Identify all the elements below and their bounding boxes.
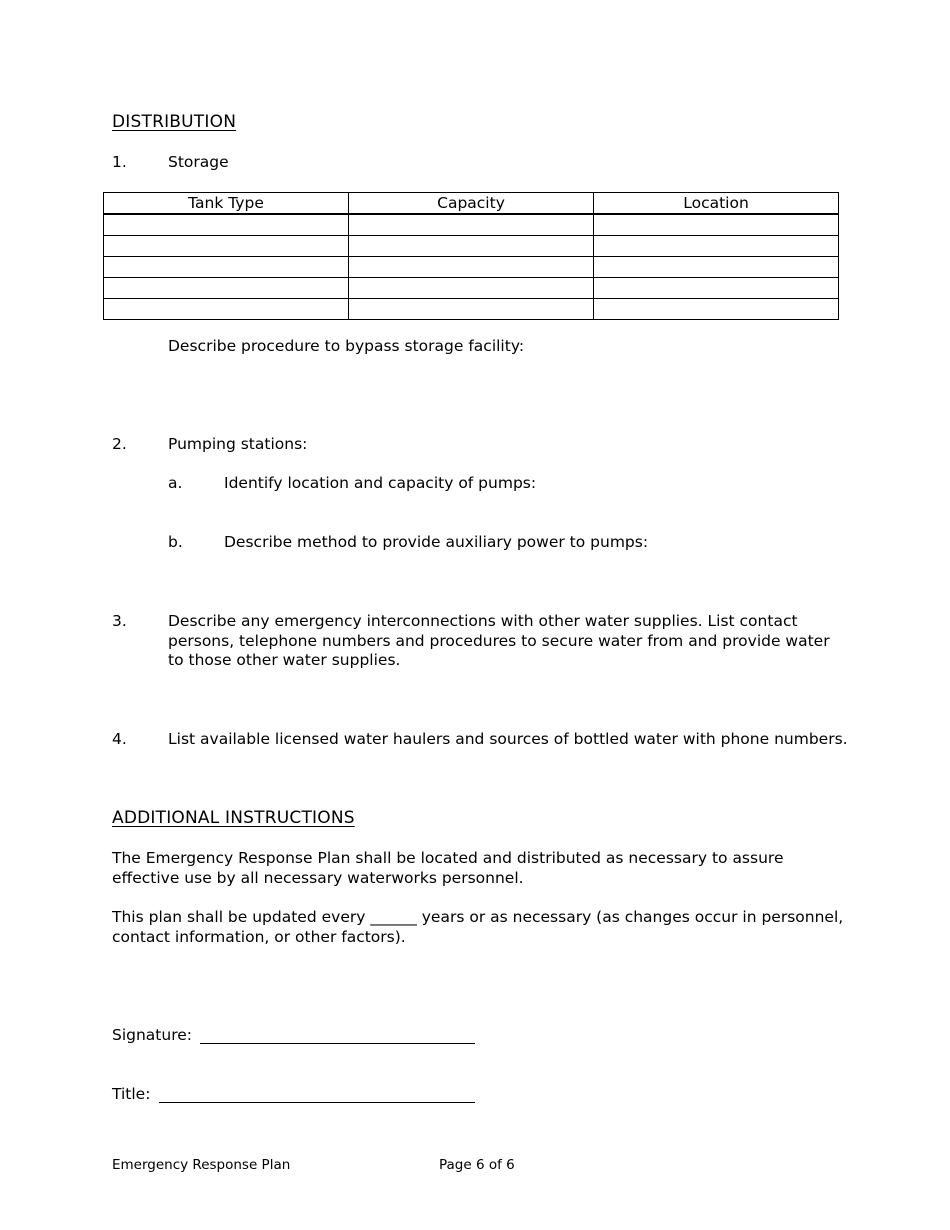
table-cell[interactable] <box>594 214 839 236</box>
haulers-text: List available licensed water haulers and sources of bottled water with phone numbers. <box>168 730 848 748</box>
additional-para-update: This plan shall be updated every ______ years or as necessary (as changes occur in personnel, contact information, or other factors). <box>112 908 844 946</box>
additional-para-distribution: The Emergency Response Plan shall be located and distributed as necessary to assure effective use by all necessary waterworks personnel. <box>112 849 784 887</box>
table-cell[interactable] <box>104 236 349 257</box>
pumping-b-marker: b. <box>168 533 183 551</box>
interconnections-text: Describe any emergency interconnections with other water supplies. List contact persons, telephone numbers and procedures to secure water from and provide water to those other water supplies. <box>168 612 830 669</box>
pumping-a-text: Identify location and capacity of pumps: <box>224 474 537 492</box>
table-row <box>104 214 839 236</box>
bypass-storage-prompt: Describe procedure to bypass storage facility: <box>168 337 525 355</box>
footer-document-title: Emergency Response Plan <box>112 1157 291 1173</box>
title-line[interactable] <box>159 1102 475 1103</box>
storage-table <box>103 192 839 320</box>
table-header-row <box>104 193 839 215</box>
additional-instructions-heading: ADDITIONAL INSTRUCTIONS <box>112 808 355 828</box>
table-cell[interactable] <box>349 257 594 278</box>
signature-line[interactable] <box>200 1043 475 1044</box>
table-cell[interactable] <box>104 257 349 278</box>
table-cell[interactable] <box>104 299 349 320</box>
column-header-capacity: Capacity <box>349 193 594 215</box>
column-header-location: Location <box>594 193 839 215</box>
table-cell[interactable] <box>104 214 349 236</box>
table-row <box>104 257 839 278</box>
table-cell[interactable] <box>594 278 839 299</box>
table-row <box>104 278 839 299</box>
haulers-number: 4. <box>112 730 127 748</box>
interconnections-number: 3. <box>112 612 127 630</box>
pumping-number: 2. <box>112 435 127 453</box>
table-cell[interactable] <box>349 236 594 257</box>
pumping-a-marker: a. <box>168 474 183 492</box>
table-cell[interactable] <box>594 299 839 320</box>
title-label: Title: <box>112 1085 151 1103</box>
signature-label: Signature: <box>112 1026 192 1044</box>
table-cell[interactable] <box>349 299 594 320</box>
table-cell[interactable] <box>594 257 839 278</box>
footer-page-number: Page 6 of 6 <box>439 1157 515 1173</box>
table-cell[interactable] <box>349 214 594 236</box>
pumping-b-text: Describe method to provide auxiliary power to pumps: <box>224 533 649 551</box>
table-cell[interactable] <box>349 278 594 299</box>
pumping-label: Pumping stations: <box>168 435 308 453</box>
table-row <box>104 236 839 257</box>
table-cell[interactable] <box>594 236 839 257</box>
storage-label: Storage <box>168 153 229 171</box>
table-cell[interactable] <box>104 278 349 299</box>
column-header-tank-type: Tank Type <box>104 193 349 215</box>
storage-number: 1. <box>112 153 127 171</box>
table-row <box>104 299 839 320</box>
distribution-heading: DISTRIBUTION <box>112 112 237 132</box>
